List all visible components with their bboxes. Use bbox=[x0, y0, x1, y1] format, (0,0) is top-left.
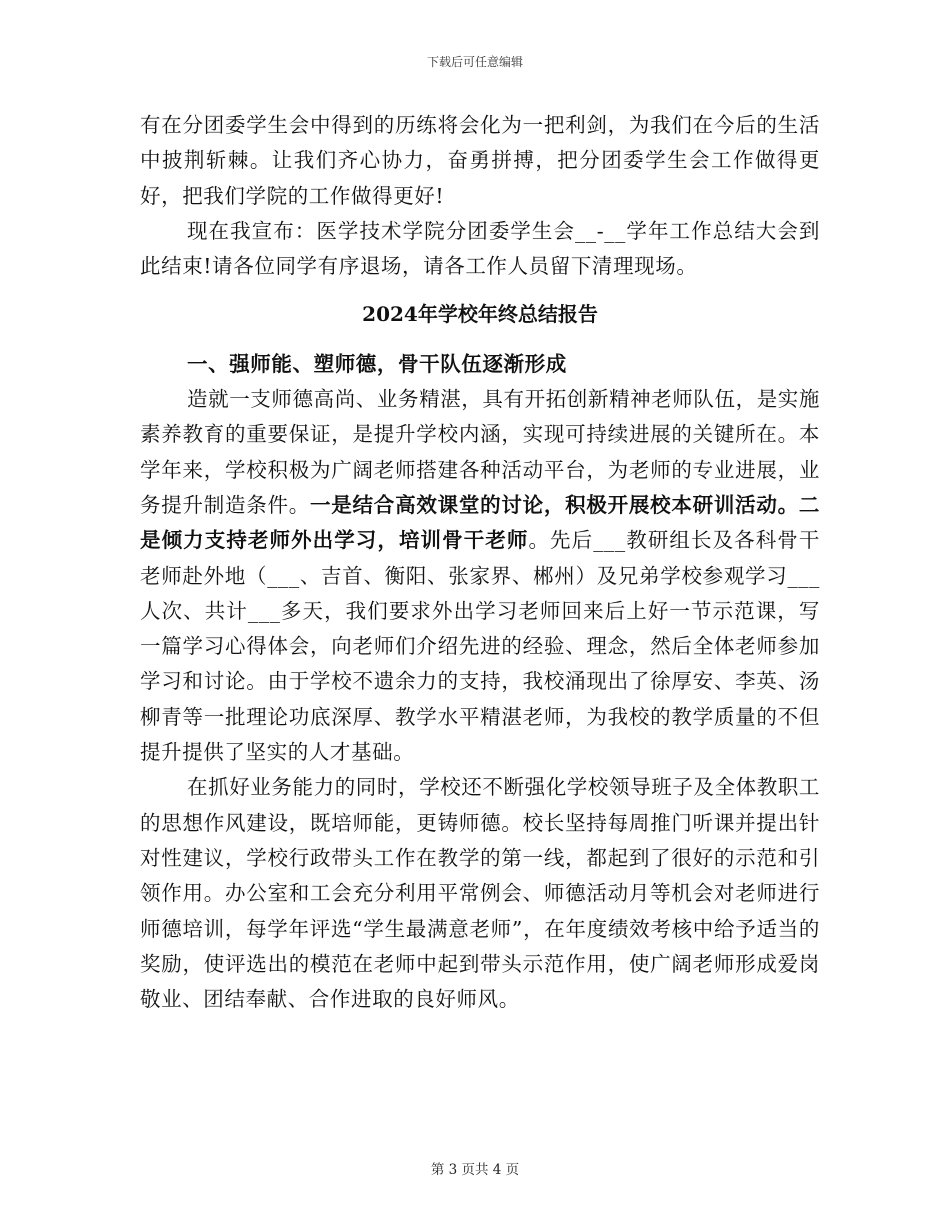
paragraph-announcement: 现在我宣布：医学技术学院分团委学生会__-__学年工作总结大会到此结束!请各位同学有序退场，请各工作人员留下清理现场。 bbox=[140, 218, 820, 279]
paragraph-closing: 有在分团委学生会中得到的历练将会化为一把利剑，为我们在今后的生活中披荆斩棘。让我们齐心协力，奋勇拼搏，把分团委学生会工作做得更好，把我们学院的工作做得更好! bbox=[140, 113, 820, 208]
paragraph-text: 造就一支师德高尚、业务精湛，具有开拓创新精神老师队伍，是实施素养教育的重要保证，是提升学校内涵，实现可持续进展的关键所在。本学年来，学校积极为广阔老师搭建各种活动平台，为老师的专业进展，业务提升制造条件。 bbox=[140, 387, 820, 517]
section-heading: 一、强师能、塑师德，骨干队伍逐渐形成 bbox=[187, 351, 567, 376]
paragraph-ethics: 在抓好业务能力的同时，学校还不断强化学校领导班子及全体教职工的思想作风建设，既培师能，更铸师德。校长坚持每周推门听课并提出针对性建议，学校行政带头工作在教学的第一线，都起到了很好的示范和引领作用。办公室和工会充分利用平常例会、师德活动月等机会对老师进行师德培训，每学年评选“学生最满意老师”，在年度绩效考核中给予适当的奖励，使评选出的模范在老师中起到带头示范作用，使广阔老师形成爱岗敬业、团结奉献、合作进取的良好师风。 bbox=[140, 775, 820, 1012]
page-number: 第 3 页共 4 页 bbox=[430, 1162, 520, 1178]
paragraph-teacher-team bbox=[140, 382, 820, 770]
document-body bbox=[140, 108, 820, 1017]
document-title: 2024年学校年终总结报告 bbox=[362, 302, 598, 327]
paragraph-text: 。先后___教研组长及各科骨干老师赴外地（___、吉首、衡阳、张家界、郴州）及兄弟学校参观学习___人次、共计___多天，我们要求外出学习老师回来后上好一节示范课，写一篇学习心得体会，向老师们介绍先进的经验、理念，然后全体老师参加学习和讨论。由于学校不遗余力的支持，我校涌现出了徐厚安、李英、汤柳青等一批理论功底深厚、教学水平精湛老师，为我校的教学质量的不但提升提供了坚实的人才基础。 bbox=[140, 528, 820, 765]
page-header: 下载后可任意编辑 bbox=[426, 55, 523, 69]
paragraph-bold-text: 一是结合高效课堂的讨论，积极开展校本研训活动。二是倾力支持老师外出学习，培训骨干老师 bbox=[140, 492, 820, 553]
